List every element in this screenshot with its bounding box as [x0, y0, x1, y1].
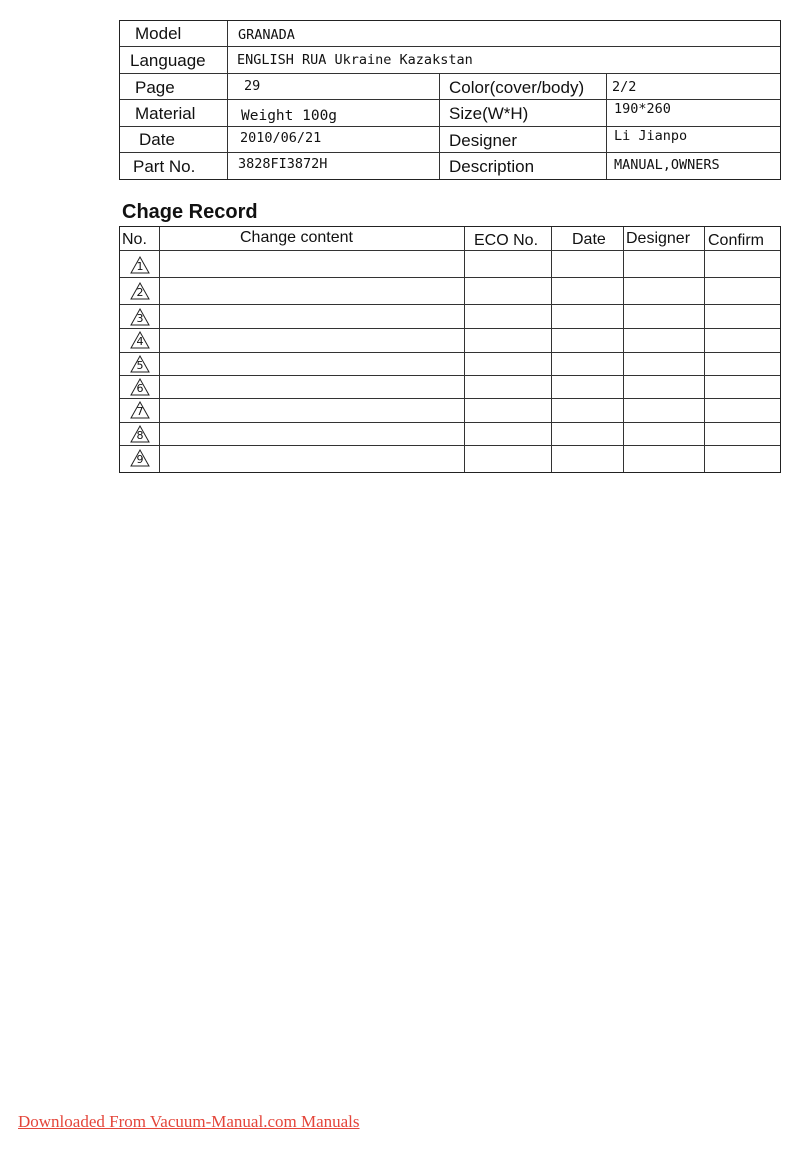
revision-triangle-icon: 8 — [130, 425, 150, 443]
color-label: Color(cover/body) — [449, 78, 585, 97]
change-col-divider — [464, 227, 465, 472]
revision-triangle-icon: 2 — [130, 282, 150, 300]
material-label: Material — [135, 104, 196, 123]
revision-triangle-icon: 3 — [130, 308, 150, 326]
size-label: Size(W*H) — [449, 104, 529, 123]
header-designer: Designer — [626, 230, 691, 247]
download-source-link[interactable]: Downloaded From Vacuum-Manual.com Manuals — [18, 1112, 360, 1131]
revision-triangle-icon: 7 — [130, 401, 150, 419]
designer-label: Designer — [449, 131, 518, 150]
change-record-title: Chage Record — [122, 201, 258, 223]
info-col-divider — [439, 73, 440, 179]
change-row-divider — [120, 445, 780, 446]
header-change-content: Change content — [240, 229, 353, 246]
change-row-divider — [120, 352, 780, 353]
model-value: GRANADA — [238, 27, 295, 43]
header-date: Date — [572, 231, 606, 248]
revision-triangle-icon: 5 — [130, 355, 150, 373]
revision-triangle-icon: 1 — [130, 256, 150, 274]
change-record-table — [119, 226, 781, 473]
page-value: 29 — [244, 78, 261, 94]
change-header-divider — [120, 250, 780, 251]
color-value: 2/2 — [612, 79, 637, 95]
change-row-divider — [120, 328, 780, 329]
header-eco-no: ECO No. — [474, 232, 539, 249]
size-value: 190*260 — [614, 101, 671, 117]
partno-label: Part No. — [133, 157, 196, 176]
change-row-divider — [120, 398, 780, 399]
material-value: Weight 100g — [241, 108, 338, 124]
header-confirm: Confirm — [708, 232, 765, 249]
change-col-divider — [623, 227, 624, 472]
description-label: Description — [449, 157, 535, 176]
partno-value: 3828FI3872H — [238, 156, 328, 172]
change-row-divider — [120, 375, 780, 376]
info-row-divider — [120, 152, 780, 153]
language-label: Language — [130, 51, 206, 70]
date-value: 2010/06/21 — [240, 130, 322, 146]
description-value: MANUAL,OWNERS — [614, 157, 720, 173]
language-value: ENGLISH RUA Ukraine Kazakstan — [237, 52, 473, 68]
change-row-divider — [120, 304, 780, 305]
change-row-divider — [120, 422, 780, 423]
revision-triangle-icon: 9 — [130, 449, 150, 467]
page-label: Page — [135, 78, 175, 97]
change-col-divider — [159, 227, 160, 472]
model-label: Model — [135, 24, 182, 43]
info-col-divider — [227, 21, 228, 179]
revision-triangle-icon: 6 — [130, 378, 150, 396]
revision-triangle-icon: 4 — [130, 331, 150, 349]
change-col-divider — [551, 227, 552, 472]
designer-value: Li Jianpo — [614, 128, 688, 144]
info-col-divider — [606, 73, 607, 179]
info-row-divider — [120, 46, 780, 47]
info-row-divider — [120, 99, 780, 100]
header-no: No. — [122, 231, 147, 248]
change-row-divider — [120, 277, 780, 278]
info-row-divider — [120, 73, 780, 74]
date-label: Date — [139, 130, 175, 149]
change-col-divider — [704, 227, 705, 472]
